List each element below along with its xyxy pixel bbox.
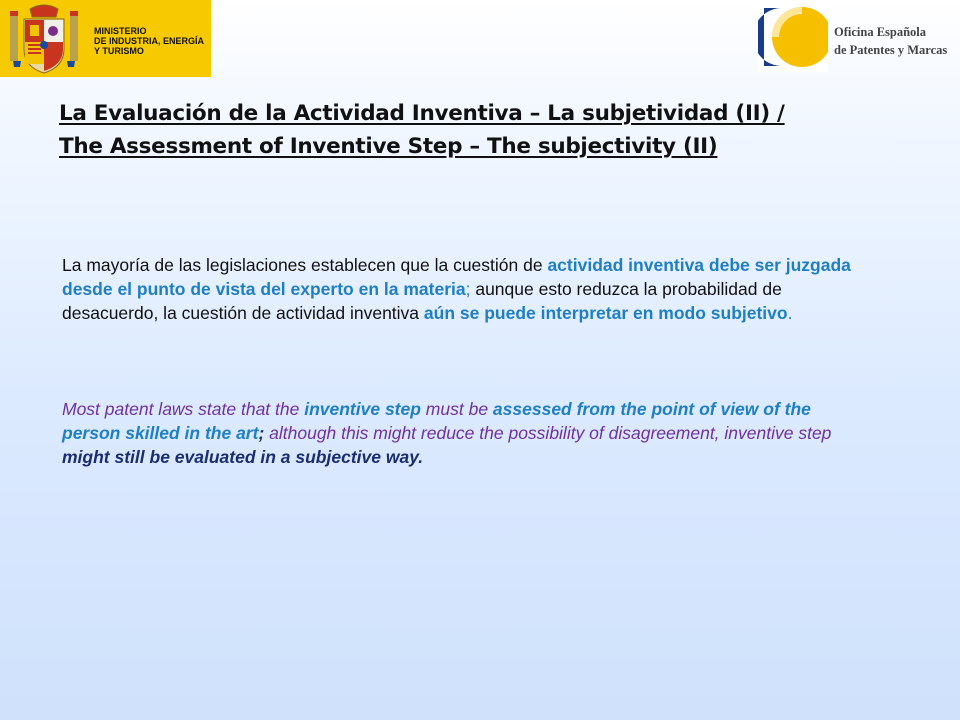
english-highlight-subjective: might still be evaluated in a subjective way. [62,446,424,467]
spanish-paragraph [62,254,852,325]
oepm-sun-logo-icon [758,0,828,72]
spanish-text-2: aunque esto reduzca la probabilidad de desacuerdo, la cuestión de actividad inventiva [62,278,782,323]
english-text-3: although this might reduce the possibility of disagreement, inventive step [264,422,832,443]
english-text-1: Most patent laws state that the [62,399,305,419]
spanish-highlight-expert: actividad inventiva debe ser juzgada desde el punto de vista del experto en la materia [62,255,851,299]
english-paragraph [62,398,852,469]
english-highlight-inventive-step: inventive step [304,399,421,419]
spanish-highlight-subjective: aún se puede interpretar en modo subjetivo [423,302,788,323]
slide-title [59,97,939,163]
english-semicolon: ; [258,422,265,443]
oepm-line-1: Oficina Española [834,25,927,39]
spanish-text-1: La mayoría de las legislaciones establecen que la cuestión de [62,255,548,275]
ministry-name [94,26,204,56]
oepm-name [834,23,947,59]
oepm-logo-banner [758,0,960,80]
spanish-period: . [787,302,793,323]
ministry-line-1: MINISTERIO [94,26,147,36]
oepm-line-2: de Patentes y Marcas [834,43,948,57]
slide-title-line-1: La Evaluación de la Actividad Inventiva – La subjetividad (II) / [59,101,785,126]
spanish-semicolon: ; [465,278,471,299]
spanish-coat-of-arms-icon [10,3,78,75]
ministry-logo-banner [0,0,211,77]
ministry-line-3: Y TURISMO [94,46,144,56]
english-highlight-skilled-person: assessed from the point of view of the person skilled in the art [62,399,811,443]
english-text-2: must be [420,399,493,419]
slide-title-line-2: The Assessment of Inventive Step – The subjectivity (II) [59,134,718,159]
ministry-line-2: DE INDUSTRIA, ENERGÍA [94,36,205,46]
